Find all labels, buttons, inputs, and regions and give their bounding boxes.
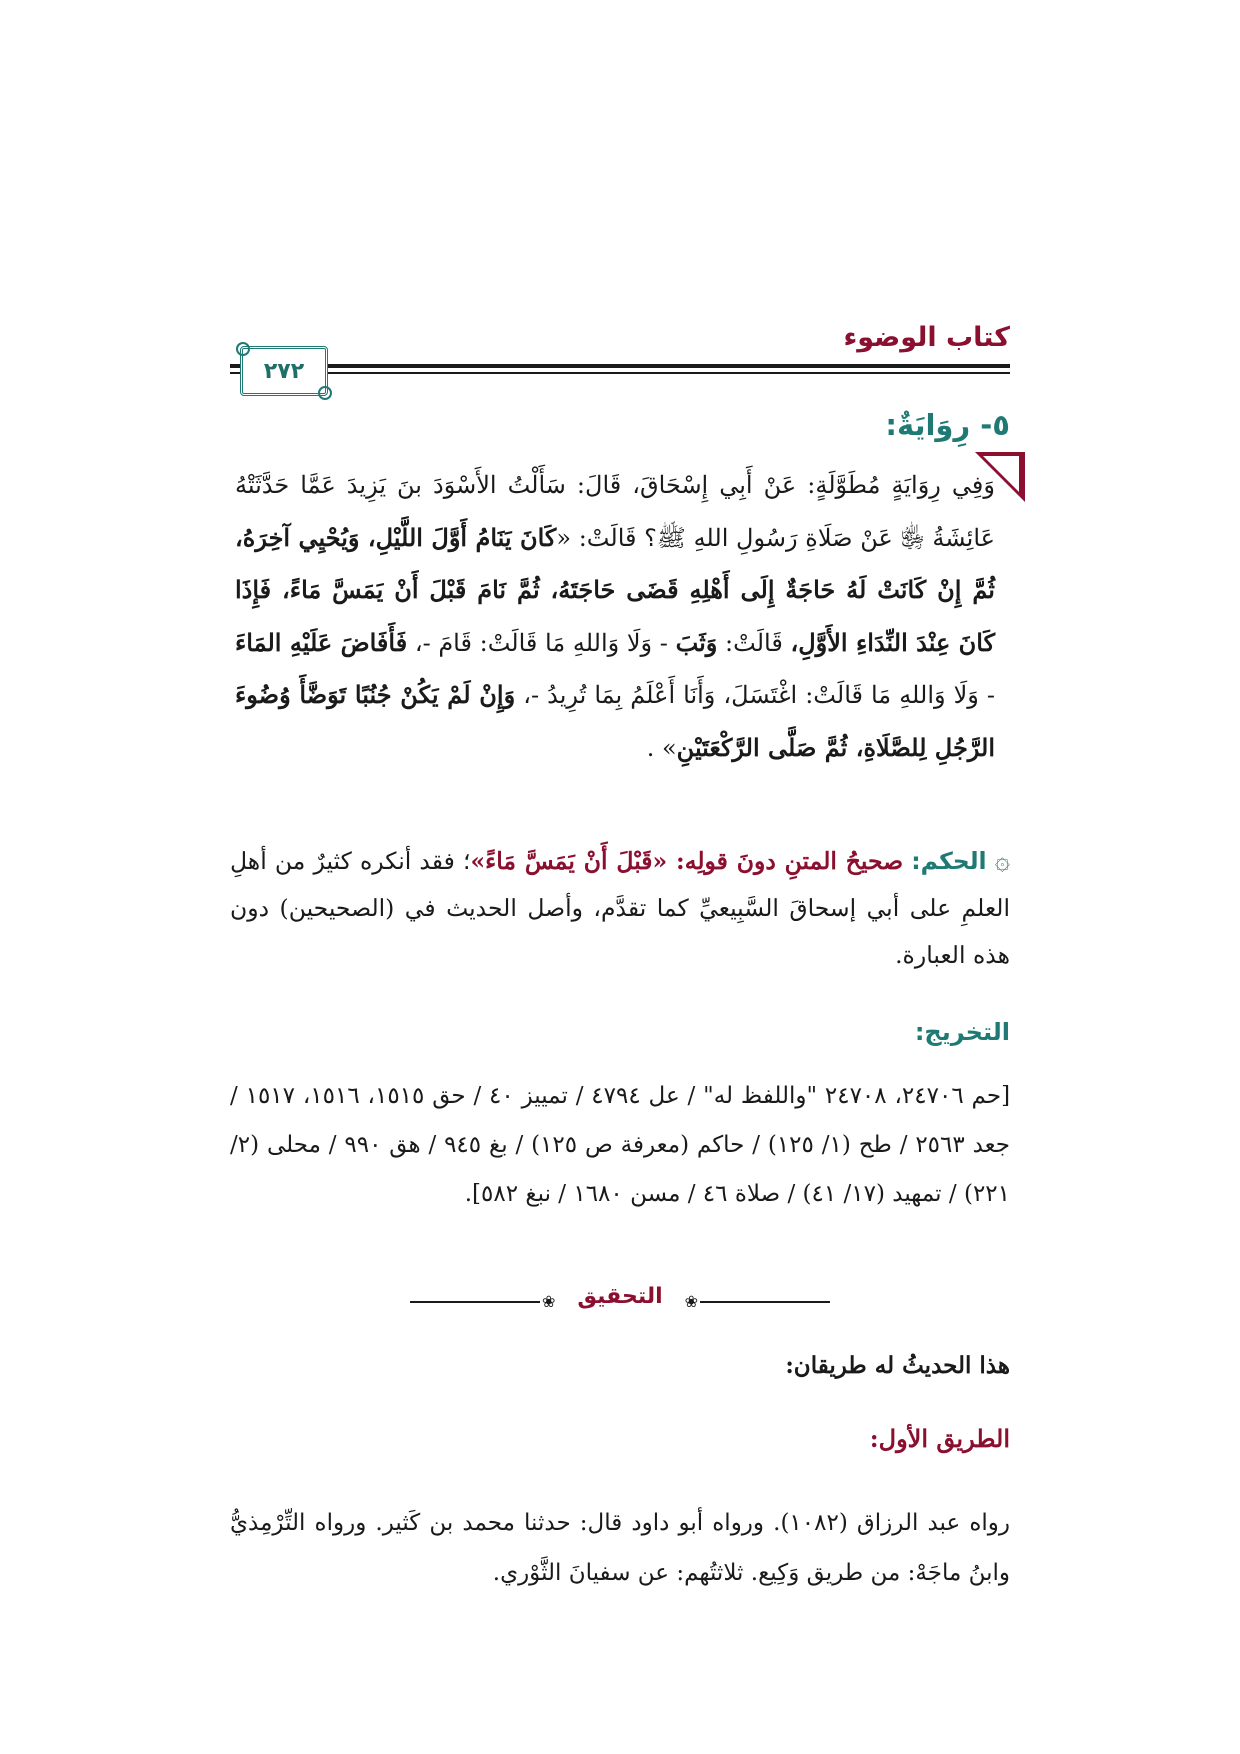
hadith-mid-3: - وَلَا وَاللهِ مَا قَالَتْ: اغْتَسَلَ، وَأَنَا أَعْلَمُ بِمَا تُرِيدُ -، — [515, 681, 996, 709]
hadith-mid-1: قَالَتْ: — [717, 628, 791, 657]
page-number: ٢٧٢ — [263, 358, 305, 384]
tahqiq-divider — [410, 1284, 830, 1318]
takhrij-text: [حم ٢٤٧٠٦، ٢٤٧٠٨ "واللفظ له" / عل ٤٧٩٤ / تمييز ٤٠ / حق ١٥١٥، ١٥١٦، ١٥١٧ / جعد ٢٥٦٣ / طح (١/ ١٢٥) / حاكم (معرفة ص ١٢٥) / بغ ٩٤٥ / هق ٩٩٠ / محلى (٢/ ٢٢١) / تمهيد (١٧/ ٤١) / صلاة ٤٦ / مسن ١٦٨٠ / نبغ ٥٨٢]. — [230, 1083, 1011, 1207]
page-header — [230, 300, 1010, 384]
hadith-intro: وَفِي رِوَايَةٍ مُطَوَّلَةٍ: عَنْ أَبِي إِسْحَاقَ، قَالَ: سَأَلْتُ الأَسْوَدَ بنَ يَزِيدَ عَمَّا حَدَّثَتْهُ عَائِشَةُ ﵂ عَنْ صَلَاةِ رَسُولِ اللهِ ﷺ؟ قَالَتْ: « — [235, 471, 995, 552]
header-rule-thick — [230, 364, 1010, 368]
hadith-end: » . — [646, 733, 677, 762]
divider-ornament-left: ❀ — [542, 1292, 556, 1311]
hadith-bold-3: فَأَفَاضَ عَلَيْهِ المَاءَ — [235, 627, 408, 657]
running-title: كتاب الوضوء — [843, 322, 1010, 353]
ruling-verdict: صحيحُ المتنِ دونَ قولِه: «قَبْلَ أَنْ يَمَسَّ مَاءً» — [470, 847, 904, 875]
ruling-label: الحكم: — [911, 847, 987, 875]
ruling-paragraph — [230, 838, 1010, 979]
ways-heading: هذا الحديثُ له طريقان: — [785, 1352, 1010, 1379]
hadith-text — [235, 460, 995, 774]
narration-heading: ٥- رِوَايَةٌ: — [885, 408, 1010, 442]
hadith-bold-2: وَثَبَ — [675, 627, 718, 657]
divider-ornament-right: ❀ — [684, 1292, 698, 1311]
tahqiq-title: التحقيق — [577, 1284, 663, 1309]
header-rule-thin — [230, 372, 1010, 374]
hadith-bold-1: كَانَ يَنَامُ أَوَّلَ اللَّيْلِ، وَيُحْيِي آخِرَهُ، ثُمَّ إِنْ كَانَتْ لَهُ حَاجَةٌ إِلَى أَهْلِهِ قَضَى حَاجَتَهُ، ثُمَّ نَامَ قَبْلَ أَنْ يَمَسَّ مَاءً، فَإِذَا كَانَ عِنْدَ النِّدَاءِ الأَوَّلِ، — [235, 522, 996, 657]
first-way-heading: الطريق الأول: — [869, 1424, 1010, 1453]
ruling-rest: ؛ فقد أنكره كثيرٌ من أهلِ العلمِ على أبي إسحاقَ السَّبِيعيِّ كما تقدَّم، وأصل الحديث في (الصحيحين) دون هذه العبارة. — [230, 847, 1010, 969]
divider-line-right — [700, 1301, 830, 1303]
takhrij-label: التخريج: — [914, 1018, 1010, 1046]
flower-icon: ۞ — [994, 846, 1010, 876]
hadith-mid-2: - وَلَا وَاللهِ مَا قَالَتْ: قَامَ -، — [407, 628, 676, 657]
page-number-badge — [240, 346, 328, 396]
first-way-paragraph: رواه عبد الرزاق (١٠٨٢). ورواه أبو داود قال: حدثنا محمد بن كَثير. ورواه التِّرْمِذيُّ وابنُ ماجَهْ: من طريق وَكِيع. ثلاثتُهم: عن سفيانَ الثَّوْري. — [230, 1510, 1010, 1586]
hadith-bold-4: وَإِنْ لَمْ يَكُنْ جُنُبًا تَوَضَّأَ وُضُوءَ الرَّجُلِ لِلصَّلَاةِ، ثُمَّ صَلَّى الرَّكْعَتَيْنِ — [235, 680, 995, 762]
